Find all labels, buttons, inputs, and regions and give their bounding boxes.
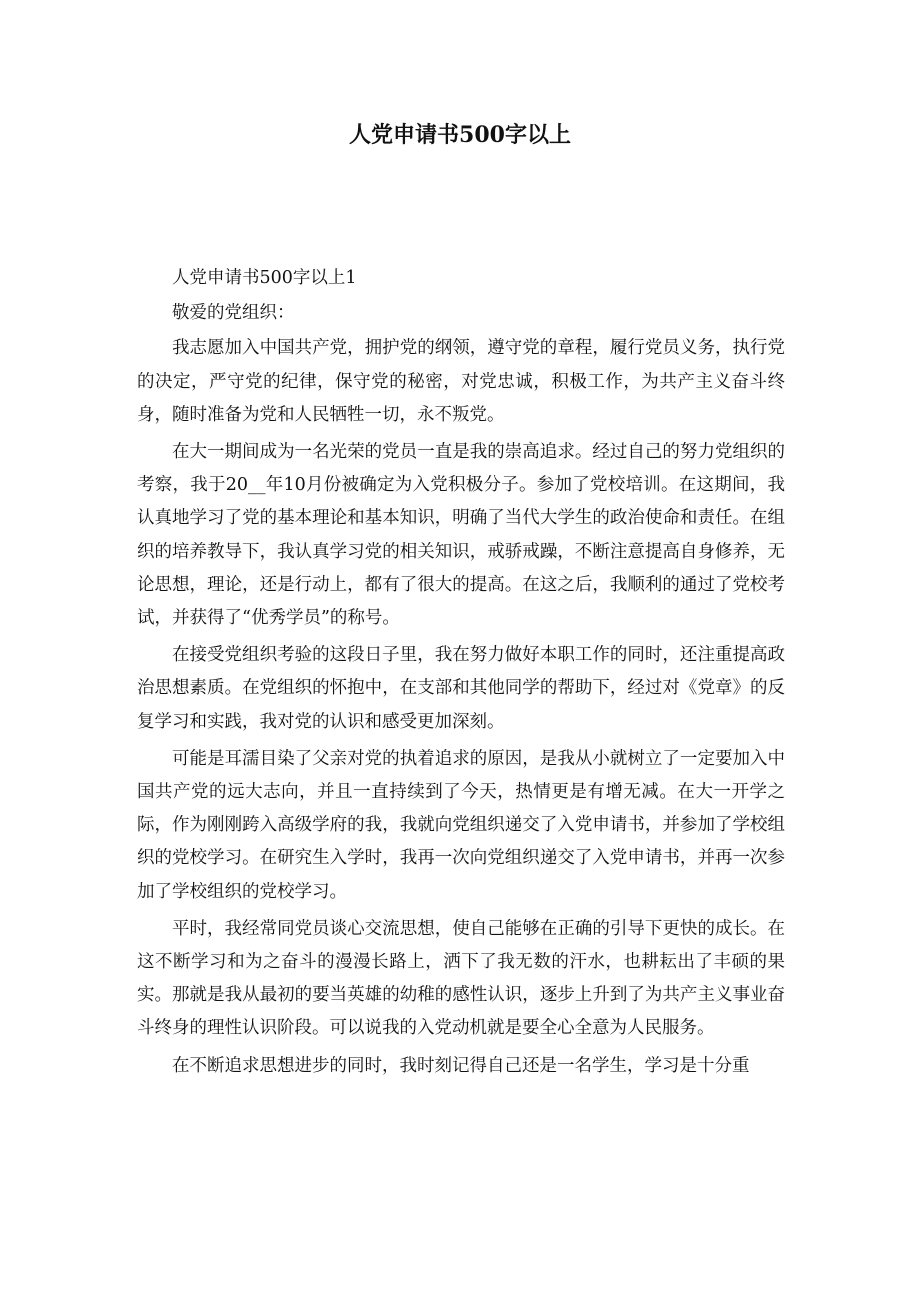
paragraph-5: 平时，我经常同党员谈心交流思想，使自己能够在正确的引导下更快的成长。在这不断学习和为之奋斗的漫漫长路上，洒下了我无数的汗水，也耕耘出了丰硕的果实。那就是我从最初的要当英雄的幼稚的感性认识，逐步上升到了为共产主义事业奋斗终身的理性认识阶段。可以说我的入党动机就是要全心全意为人民服务。 bbox=[137, 918, 785, 1039]
section-heading: 人党申请书500字以上1 bbox=[172, 268, 357, 288]
document-title: 人党申请书500字以上 bbox=[349, 122, 571, 148]
paragraph-4: 可能是耳濡目染了父亲对党的执着追求的原因，是我从小就树立了一定要加入中国共产党的远大志向，并且一直持续到了今天，热情更是有增无减。在大一开学之际，作为刚刚跨入高级学府的我，我就向党组织递交了入党申请书，并参加了学校组织的党校学习。在研究生入学时，我再一次向党组织递交了入党申请书，并再一次参加了学校组织的党校学习。 bbox=[137, 748, 785, 902]
document-body bbox=[137, 262, 785, 1087]
paragraph-6: 在不断追求思想进步的同时，我时刻记得自己还是一名学生，学习是十分重 bbox=[172, 1055, 750, 1076]
paragraph-1: 我志愿加入中国共产党，拥护党的纲领，遵守党的章程，履行党员义务，执行党的决定，严守党的纪律，保守党的秘密，对党忠诚，积极工作，为共产主义奋斗终身，随时准备为党和人民牺牲一切，永不叛党。 bbox=[137, 338, 785, 425]
paragraph-3: 在接受党组织考验的这段日子里，我在努力做好本职工作的同时，还注重提高政治思想素质。在党组织的怀抱中，在支部和其他同学的帮助下，经过对《党章》的反复学习和实践，我对党的认识和感受更加深刻。 bbox=[137, 645, 785, 732]
salutation: 敬爱的党组织： bbox=[172, 303, 295, 324]
paragraph-2: 在大一期间成为一名光荣的党员一直是我的崇高追求。经过自己的努力党组织的考察，我于20__年10月份被确定为入党积极分子。参加了党校培训。在这期间，我认真地学习了党的基本理论和基本知识，明确了当代大学生的政治使命和责任。在组织的培养教导下，我认真学习党的相关知识，戒骄戒躁，不断注意提高自身修养，无论思想，理论，还是行动上，都有了很大的提高。在这之后，我顺利的通过了党校考试，并获得了“优秀学员”的称号。 bbox=[137, 442, 785, 629]
